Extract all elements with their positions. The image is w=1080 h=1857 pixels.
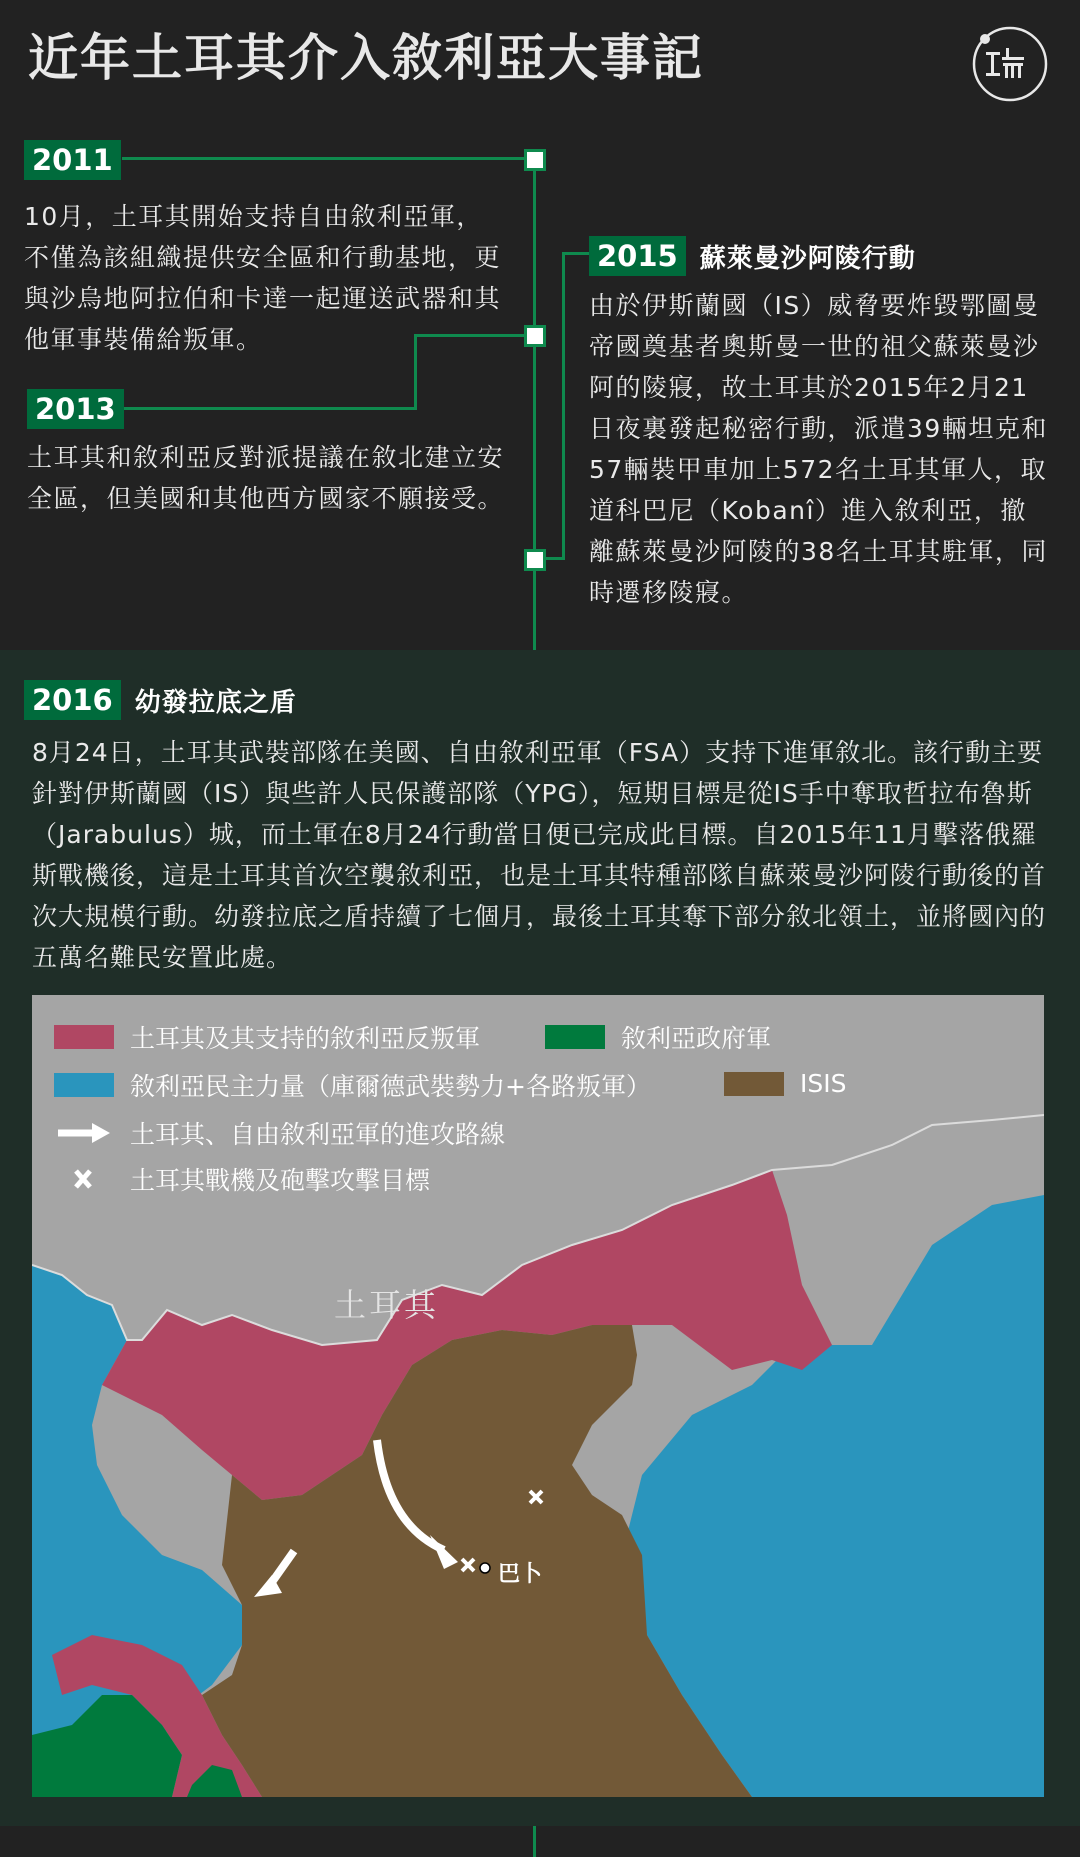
connector-2013-a xyxy=(122,407,416,410)
legend-swatch-turkey-rebels xyxy=(54,1025,114,1049)
legend-label-government: 敘利亞政府軍 xyxy=(621,1024,772,1053)
legend-swatch-isis xyxy=(724,1072,784,1096)
connector-2011 xyxy=(122,157,534,160)
arrow-right-icon xyxy=(54,1121,114,1145)
logo-icon[interactable] xyxy=(972,26,1048,102)
strike-x-icon xyxy=(54,1167,114,1191)
legend-label-attack-route: 土耳其、自由敘利亞軍的進攻路線 xyxy=(130,1120,506,1149)
legend-item-turkey-rebels xyxy=(54,1019,480,1055)
legend-label-sdf: 敘利亞民主力量（庫爾德武裝勢力+各路叛軍） xyxy=(130,1072,651,1101)
legend-label-turkey-rebels: 土耳其及其支持的敘利亞反叛軍 xyxy=(130,1024,481,1053)
event-text-2011: 10月，土耳其開始支持自由敘利亞軍，不僅為該組織提供安全區和行動基地，更與沙烏地阿拉伯和卡達一起運送武器和其他軍事裝備給叛軍。 xyxy=(24,202,502,354)
event-heading-2015: 蘇萊曼沙阿陵行動 xyxy=(699,243,916,274)
connector-2015-c xyxy=(562,252,592,255)
timeline-axis xyxy=(533,160,536,650)
year-badge-2016: 2016 xyxy=(24,680,121,720)
legend-label-strike-target: 土耳其戰機及砲擊攻擊目標 xyxy=(130,1166,431,1195)
legend-swatch-government xyxy=(545,1025,605,1049)
event-header-2016 xyxy=(24,680,297,720)
timeline-node-2011 xyxy=(524,149,546,171)
al-bab-marker-icon xyxy=(480,1563,490,1573)
legend-swatch-sdf xyxy=(54,1073,114,1097)
legend-item-sdf xyxy=(54,1067,651,1103)
legend-label-isis: ISIS xyxy=(800,1069,847,1098)
event-text-2015: 由於伊斯蘭國（IS）威脅要炸毀鄂圖曼帝國奠基者奧斯曼一世的祖父蘇萊曼沙阿的陵寢，故土耳其於2015年2月21日夜裏發起秘密行動，派遣39輛坦克和57輛裝甲車加上572名土耳其軍人，取道科巴尼（Kobanî）進入敘利亞，撤離蘇萊曼沙阿陵的38名土耳其駐軍，同時遷移陵寢。 xyxy=(589,291,1048,607)
connector-2015-b xyxy=(562,252,565,560)
event-text-2016: 8月24日，土耳其武裝部隊在美國、自由敘利亞軍（FSA）支持下進軍敘北。該行動主要針對伊斯蘭國（IS）與些許人民保護部隊（YPG），短期目標是從IS手中奪取哲拉布魯斯（Jarabulus）城，而土軍在8月24行動當日便已完成此目標。自2015年11月擊落俄羅斯戰機後，這是土耳其首次空襲敘利亞，也是土耳其特種部隊自蘇萊曼沙阿陵行動後的首次大規模行動。幼發拉底之盾持續了七個月，最後土耳其奪下部分敘北領土，並將國內的五萬名難民安置此處。 xyxy=(32,738,1047,972)
year-badge-2015: 2015 xyxy=(589,236,686,276)
year-badge-2013: 2013 xyxy=(27,389,124,429)
event-text-2013: 土耳其和敘利亞反對派提議在敘北建立安全區，但美國和其他西方國家不願接受。 xyxy=(27,443,505,513)
year-badge-2011: 2011 xyxy=(24,140,121,180)
event-heading-2016: 幼發拉底之盾 xyxy=(134,687,297,718)
map-label-turkey: 土耳其 xyxy=(334,1286,440,1324)
event-header-2015 xyxy=(589,236,916,276)
timeline-node-2015 xyxy=(524,549,546,571)
legend-item-strike-target xyxy=(54,1161,430,1197)
legend-item-isis xyxy=(724,1069,846,1098)
timeline-axis-tail xyxy=(533,1826,536,1857)
map-label-al-bab: 巴卜 xyxy=(498,1562,543,1587)
timeline-node-2013 xyxy=(524,325,546,347)
map xyxy=(32,995,1044,1797)
legend-item-government xyxy=(545,1019,771,1055)
legend-item-attack-route xyxy=(54,1115,505,1151)
page-title: 近年土耳其介入敘利亞大事記 xyxy=(28,29,704,87)
